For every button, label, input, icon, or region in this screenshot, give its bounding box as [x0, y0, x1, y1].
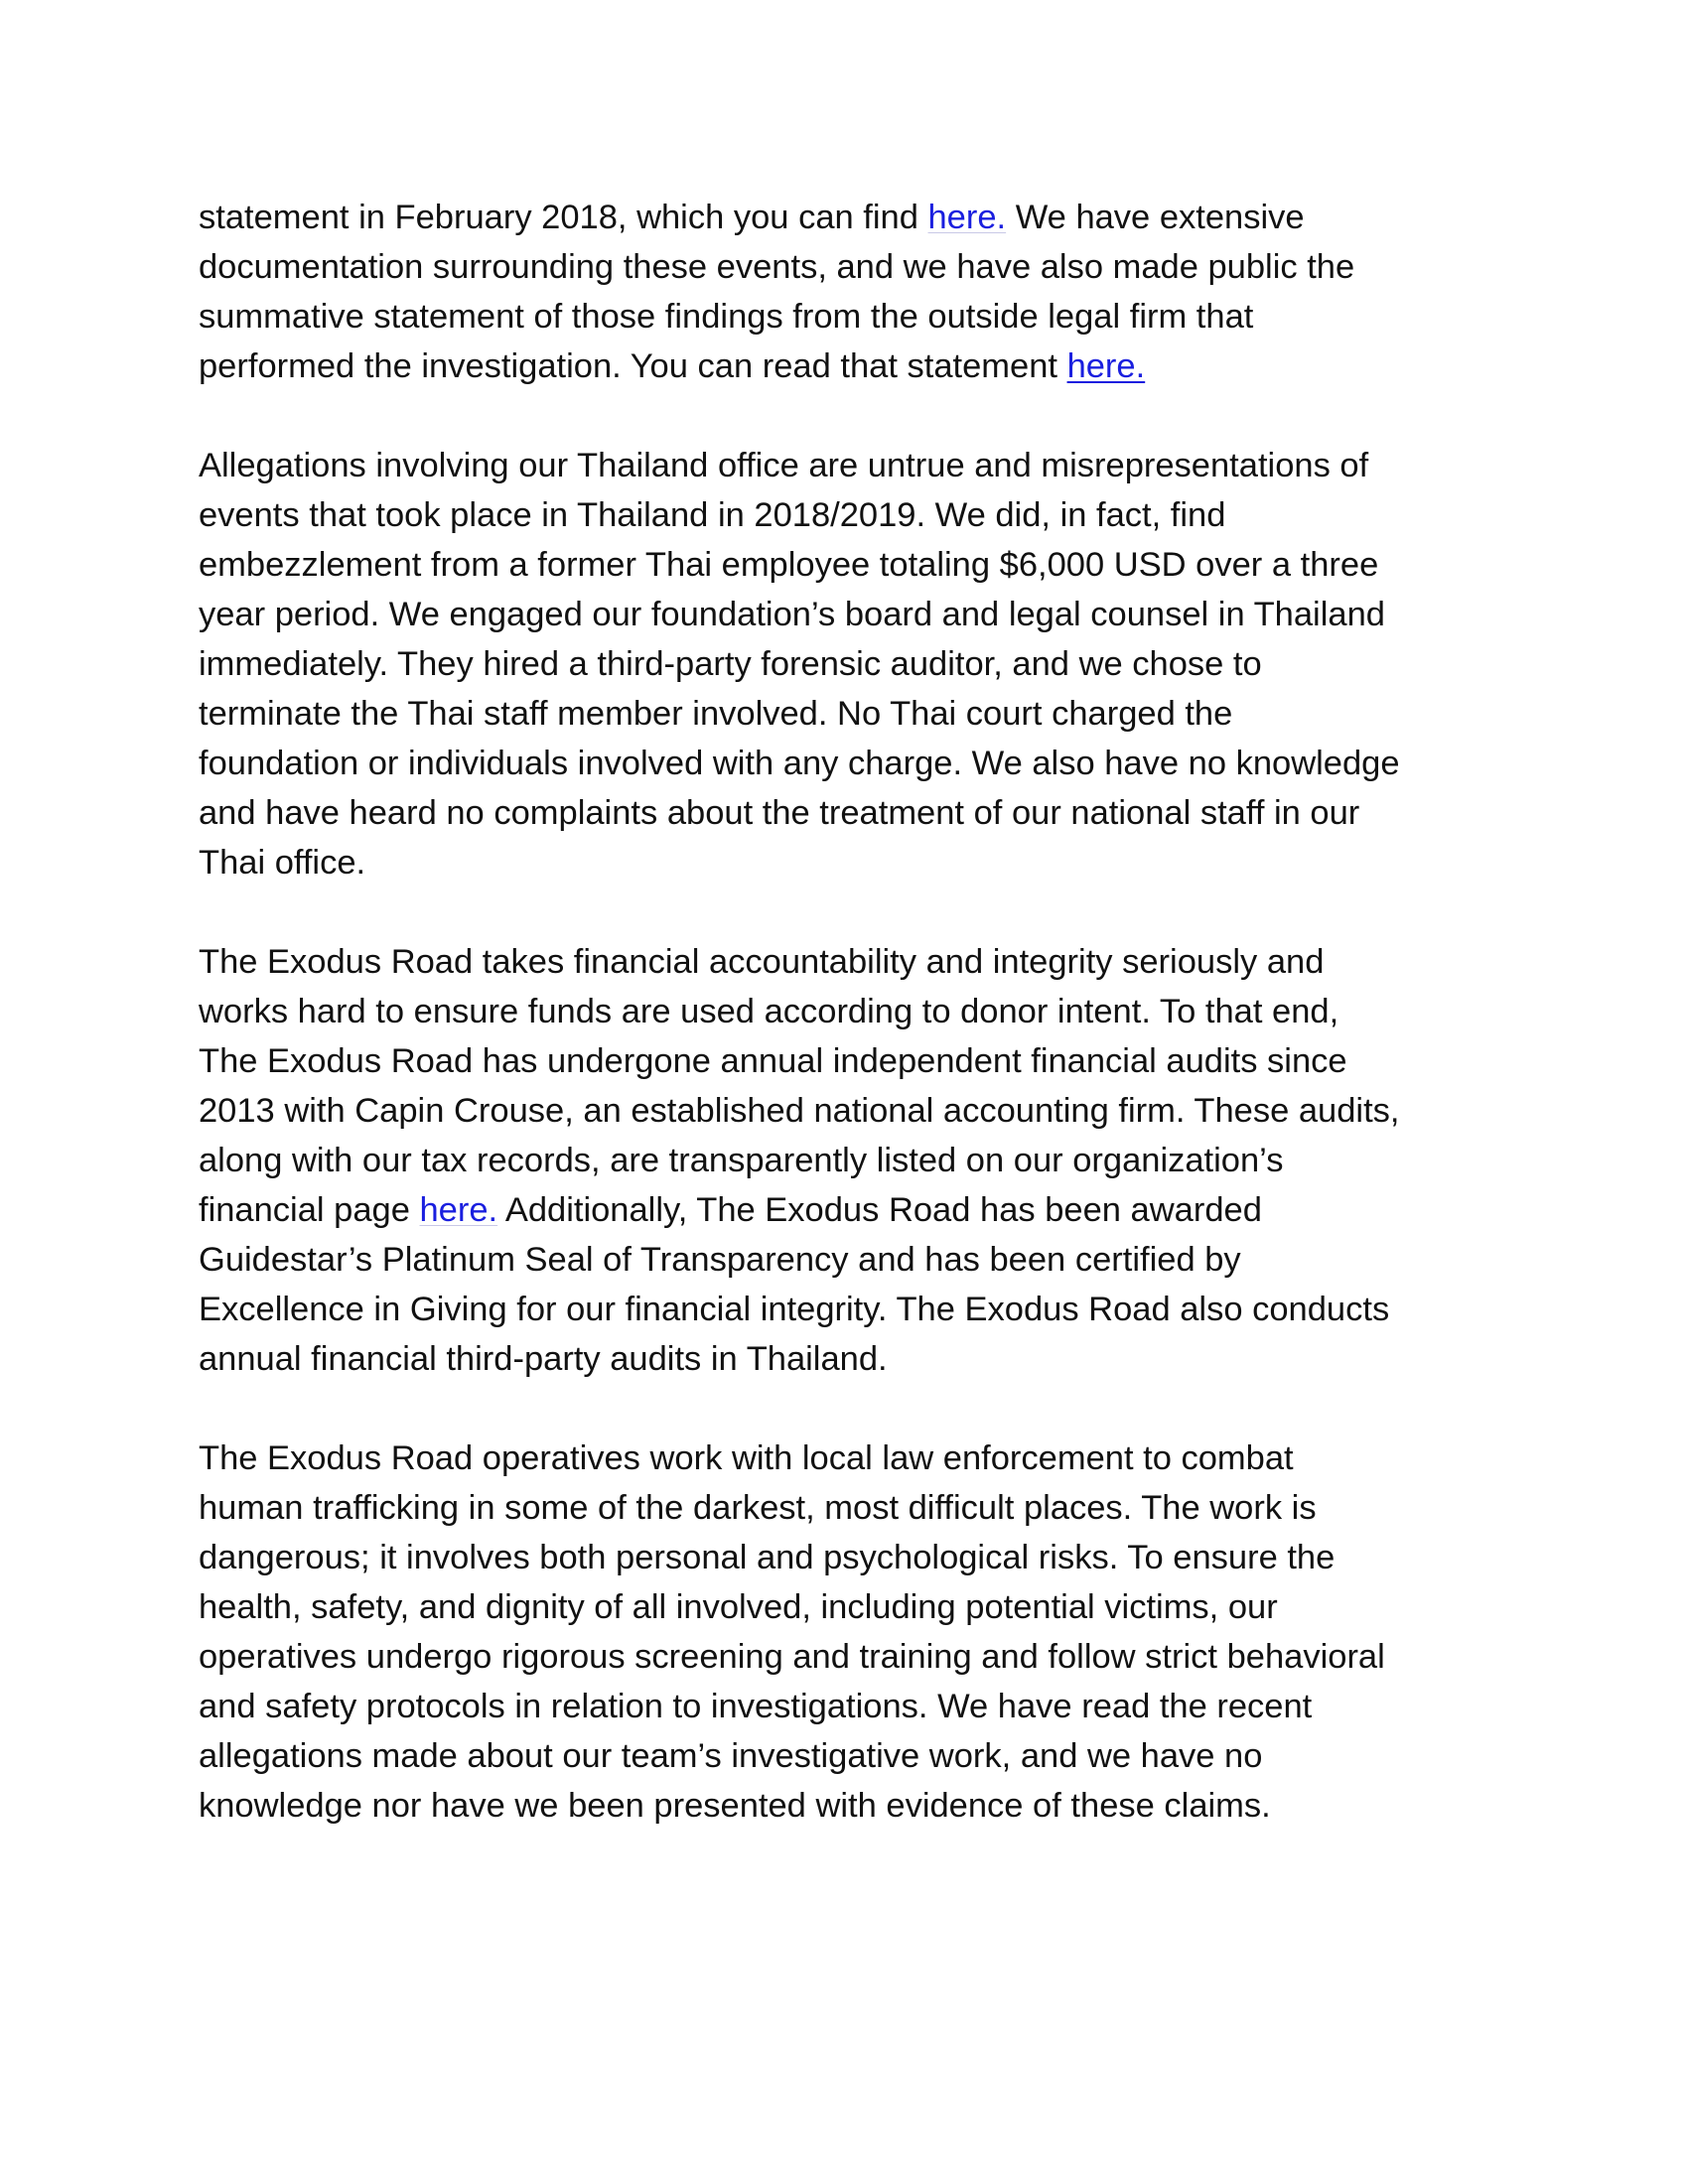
text-line: works hard to ensure funds are used according to donor intent. To that end,	[199, 993, 1339, 1030]
text-line: Excellence in Giving for our financial integrity. The Exodus Road also conducts	[199, 1291, 1390, 1328]
paragraph-investigation-statement	[199, 193, 1509, 391]
text-line: Guidestar’s Platinum Seal of Transparency and has been certified by	[199, 1241, 1241, 1279]
text-line: The Exodus Road has undergone annual independent financial audits since	[199, 1042, 1347, 1080]
document-body	[199, 193, 1509, 1880]
text-line: human trafficking in some of the darkest, most difficult places. The work is	[199, 1489, 1317, 1527]
text-line: immediately. They hired a third-party forensic auditor, and we chose to	[199, 645, 1262, 683]
text-line: Thai office.	[199, 844, 366, 882]
text-line: operatives undergo rigorous screening and training and follow strict behavioral	[199, 1638, 1385, 1676]
text-span: performed the investigation. You can read that statement	[199, 347, 1067, 385]
paragraph-thailand-allegations	[199, 441, 1509, 887]
text-line: summative statement of those findings from the outside legal firm that	[199, 298, 1254, 336]
text-line: Allegations involving our Thailand office are untrue and misrepresentations of	[199, 447, 1369, 484]
text-line: allegations made about our team’s investigative work, and we have no	[199, 1737, 1263, 1775]
text-line: embezzlement from a former Thai employee totaling $6,000 USD over a three	[199, 546, 1379, 584]
text-line: annual financial third-party audits in Thailand.	[199, 1340, 888, 1378]
here-link-legal-statement[interactable]: here.	[1066, 347, 1146, 385]
text-line: dangerous; it involves both personal and psychological risks. To ensure the	[199, 1539, 1336, 1576]
text-line: health, safety, and dignity of all involved, including potential victims, our	[199, 1588, 1278, 1626]
text-line	[199, 341, 1509, 391]
text-line: documentation surrounding these events, and we have also made public the	[199, 248, 1355, 286]
text-span: financial page	[199, 1191, 420, 1229]
text-line: year period. We engaged our foundation’s board and legal counsel in Thailand	[199, 596, 1385, 633]
paragraph-operatives	[199, 1433, 1509, 1831]
text-span: Additionally, The Exodus Road has been awarded	[497, 1191, 1262, 1229]
text-line: The Exodus Road operatives work with local law enforcement to combat	[199, 1439, 1294, 1477]
here-link-february-statement[interactable]: here.	[927, 199, 1007, 236]
here-link-financial-page[interactable]: here.	[419, 1191, 498, 1229]
text-line	[199, 1185, 1509, 1235]
text-line: knowledge nor have we been presented with evidence of these claims.	[199, 1787, 1271, 1825]
text-line	[199, 193, 1509, 242]
text-span: statement in February 2018, which you can find	[199, 199, 928, 236]
text-span: We have extensive	[1006, 199, 1305, 236]
text-line: terminate the Thai staff member involved. No Thai court charged the	[199, 695, 1233, 733]
text-line: foundation or individuals involved with any charge. We also have no knowledge	[199, 745, 1400, 782]
text-line: along with our tax records, are transparently listed on our organization’s	[199, 1142, 1284, 1179]
text-line: events that took place in Thailand in 2018/2019. We did, in fact, find	[199, 496, 1226, 534]
text-line: and have heard no complaints about the treatment of our national staff in our	[199, 794, 1360, 832]
text-line: The Exodus Road takes financial accountability and integrity seriously and	[199, 943, 1325, 981]
text-line: and safety protocols in relation to investigations. We have read the recent	[199, 1688, 1313, 1725]
paragraph-financial-accountability	[199, 937, 1509, 1384]
text-line: 2013 with Capin Crouse, an established national accounting firm. These audits,	[199, 1092, 1400, 1130]
